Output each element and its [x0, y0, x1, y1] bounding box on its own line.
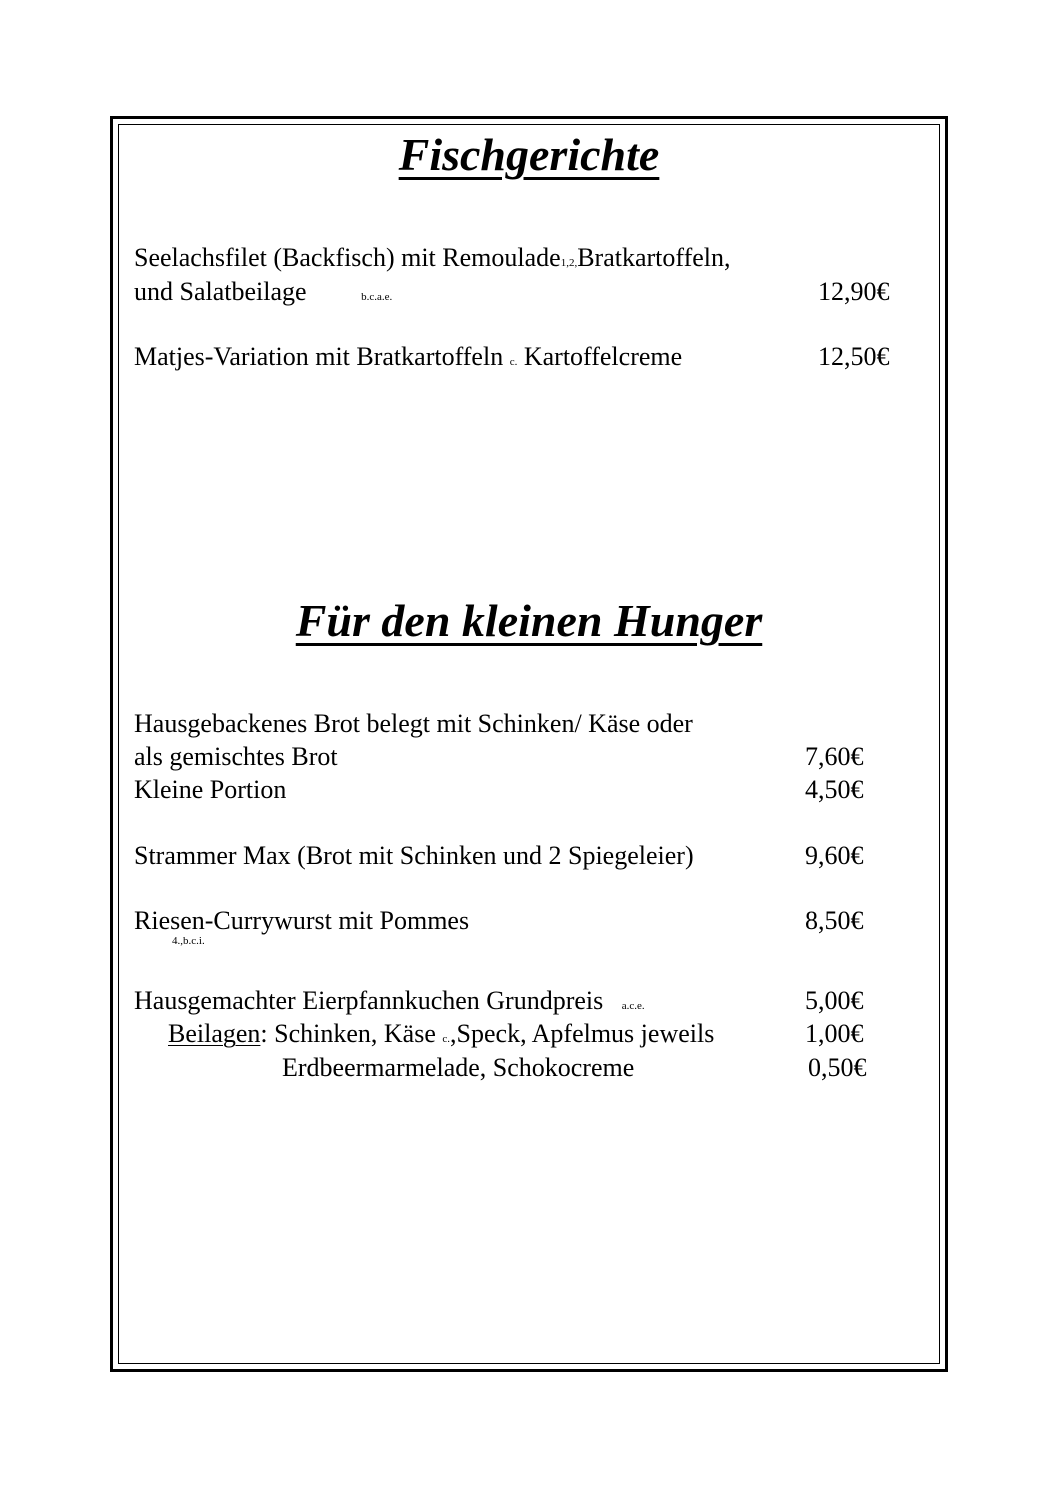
- beilagen-text-2: ,Speck, Apfelmus jeweils: [450, 1019, 715, 1048]
- price-beilagen: 1,00€: [805, 1019, 864, 1048]
- menu-item-brot-line1: Hausgebackenes Brot belegt mit Schinken/ Käse oder: [134, 709, 693, 738]
- matjes-text: Matjes-Variation mit Bratkartoffeln: [134, 342, 504, 371]
- price-kleine-portion: 4,50€: [805, 775, 864, 804]
- pfannkuchen-text: Hausgemachter Eierpfannkuchen Grundpreis: [134, 986, 604, 1015]
- price-brot: 7,60€: [805, 742, 864, 771]
- allergen-code: c.: [509, 356, 518, 368]
- menu-item-strammer-max: Strammer Max (Brot mit Schinken und 2 Spiegeleier): [134, 841, 694, 870]
- price-extras: 0,50€: [808, 1053, 867, 1082]
- section-title-kleiner-hunger: Für den kleinen Hunger: [295, 595, 763, 646]
- beilagen-text: : Schinken, Käse: [260, 1019, 436, 1048]
- price-matjes: 12,50€: [818, 342, 890, 371]
- price-seelachs: 12,90€: [818, 277, 890, 306]
- allergen-code: 1,2,: [560, 257, 578, 269]
- menu-item-kleine-portion: Kleine Portion: [134, 775, 287, 804]
- section-title-fischgerichte: Fischgerichte: [398, 129, 660, 180]
- menu-item-seelachs-line1: [134, 242, 731, 279]
- matjes-text-rest: Kartoffelcreme: [523, 342, 683, 371]
- price-pfannkuchen: 5,00€: [805, 986, 864, 1015]
- beilagen-label: Beilagen: [168, 1019, 261, 1048]
- price-strammer-max: 9,60€: [805, 841, 864, 870]
- menu-item-beilagen: [168, 1018, 714, 1055]
- allergen-code: b.c.a.e.: [361, 291, 393, 303]
- menu-item-extras: Erdbeermarmelade, Schokocreme: [282, 1053, 635, 1082]
- menu-item-pfannkuchen: [134, 985, 645, 1022]
- menu-item-matjes: [134, 341, 682, 378]
- seelachs-text-rest: Bratkartoffeln,: [577, 243, 731, 272]
- seelachs-text-2: und Salatbeilage: [134, 277, 307, 306]
- allergen-code-currywurst: 4.,b.c.i.: [172, 935, 205, 947]
- allergen-code: c.: [442, 1033, 451, 1045]
- allergen-code: a.c.e.: [621, 1000, 645, 1012]
- seelachs-text: Seelachsfilet (Backfisch) mit Remoulade: [134, 243, 561, 272]
- menu-item-seelachs-line2: [134, 276, 392, 313]
- price-currywurst: 8,50€: [805, 906, 864, 935]
- menu-item-currywurst: Riesen-Currywurst mit Pommes: [134, 906, 470, 935]
- menu-item-brot-line2: als gemischtes Brot: [134, 742, 338, 771]
